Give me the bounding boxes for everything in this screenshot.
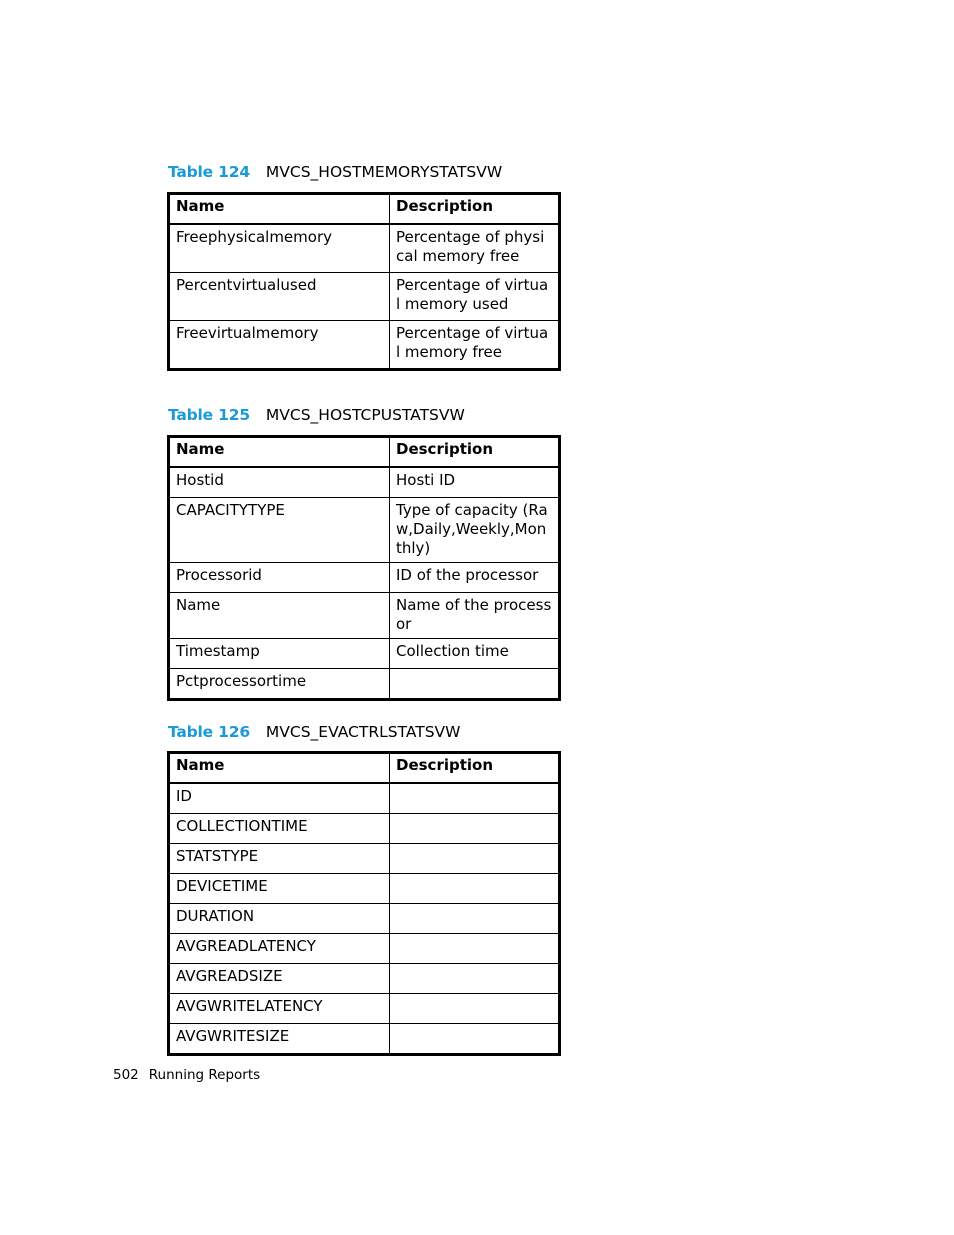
cell-name: Name [169,593,390,639]
cell-description: Name of the processor [390,593,560,639]
cell-description [390,669,560,700]
table-row [169,874,560,904]
cell-name: DURATION [169,904,390,934]
table-label: Table 126 [168,723,250,741]
cell-description [390,783,560,814]
column-header-name: Name [169,194,390,225]
cell-name: AVGREADSIZE [169,964,390,994]
cell-description [390,994,560,1024]
cell-description [390,814,560,844]
table-row [169,273,560,321]
cell-name: Freevirtualmemory [169,321,390,370]
cell-name: Hostid [169,467,390,498]
table-label: Table 124 [168,163,250,181]
page-number: 502 [113,1067,139,1083]
cell-description: Percentage of virtual memory free [390,321,560,370]
cell-description [390,844,560,874]
table-title: MVCS_EVACTRLSTATSVW [265,723,461,741]
cell-name: CAPACITYTYPE [169,498,390,563]
table-row [169,934,560,964]
cell-description [390,964,560,994]
table-126 [167,751,561,1056]
column-header-description: Description [390,194,560,225]
cell-name: Timestamp [169,639,390,669]
table-row [169,783,560,814]
table-125 [167,435,561,701]
cell-description: ID of the processor [390,563,560,593]
page-footer [113,1067,260,1083]
table-row [169,669,560,700]
cell-name: AVGWRITELATENCY [169,994,390,1024]
table-row [169,904,560,934]
table-row [169,639,560,669]
cell-description: Type of capacity (Raw,Daily,Weekly,Monthly) [390,498,560,563]
table-header-row [169,753,560,784]
cell-description: Hosti ID [390,467,560,498]
table-124 [167,192,561,371]
table-row [169,321,560,370]
table-label: Table 125 [168,406,250,424]
cell-description: Collection time [390,639,560,669]
cell-name: Percentvirtualused [169,273,390,321]
cell-description [390,934,560,964]
table-124-caption [168,162,502,182]
table-row [169,593,560,639]
cell-description: Percentage of virtual memory used [390,273,560,321]
cell-name: Freephysicalmemory [169,224,390,273]
cell-name: AVGREADLATENCY [169,934,390,964]
table-header-row [169,194,560,225]
cell-description [390,1024,560,1055]
column-header-description: Description [390,437,560,468]
table-row [169,844,560,874]
table-header-row [169,437,560,468]
cell-description [390,904,560,934]
table-title: MVCS_HOSTCPUSTATSVW [265,406,465,424]
cell-name: ID [169,783,390,814]
cell-name: Processorid [169,563,390,593]
cell-description [390,874,560,904]
table-row [169,1024,560,1055]
table-row [169,498,560,563]
column-header-name: Name [169,753,390,784]
section-title: Running Reports [148,1067,261,1083]
cell-name: STATSTYPE [169,844,390,874]
table-row [169,814,560,844]
table-title: MVCS_HOSTMEMORYSTATSVW [265,163,503,181]
table-row [169,994,560,1024]
table-126-caption [168,722,460,742]
cell-name: DEVICETIME [169,874,390,904]
cell-description: Percentage of physical memory free [390,224,560,273]
cell-name: Pctprocessortime [169,669,390,700]
column-header-description: Description [390,753,560,784]
cell-name: COLLECTIONTIME [169,814,390,844]
column-header-name: Name [169,437,390,468]
table-row [169,224,560,273]
table-125-caption [168,405,465,425]
table-row [169,563,560,593]
table-row [169,964,560,994]
table-row [169,467,560,498]
cell-name: AVGWRITESIZE [169,1024,390,1055]
